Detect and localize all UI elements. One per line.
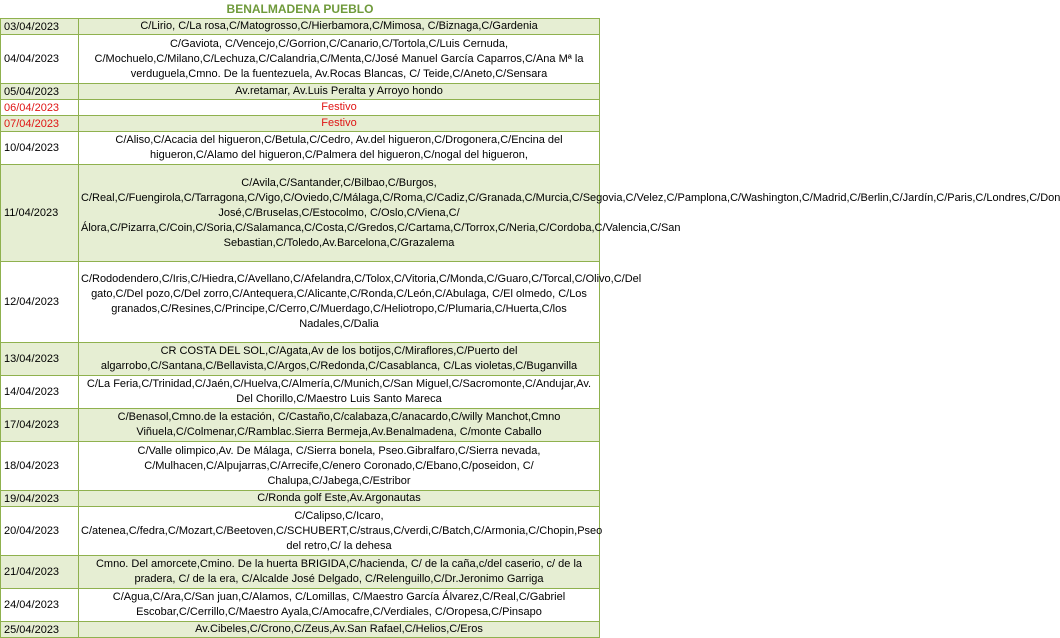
streets-cell: C/Lirio, C/La rosa,C/Matogrosso,C/Hierbamora,C/Mimosa, C/Biznaga,C/Gardenia [79, 19, 600, 35]
schedule-rows [1, 19, 1060, 638]
date-cell: 18/04/2023 [1, 442, 79, 491]
table-row [1, 556, 600, 589]
table-row [1, 84, 600, 100]
streets-cell: Festivo [79, 100, 600, 116]
streets-cell: CR COSTA DEL SOL,C/Agata,Av de los botijos,C/Miraflores,C/Puerto del algarrobo,C/Santana,C/Bellavista,C/Argos,C/Redonda,C/Casablanca, C/Las violetas,C/Buganvilla [79, 343, 600, 376]
schedule-table [0, 18, 1060, 638]
date-cell: 17/04/2023 [1, 409, 79, 442]
streets-cell: C/Calipso,C/Icaro, C/atenea,C/fedra,C/Mozart,C/Beetoven,C/SCHUBERT,C/straus,C/verdi,C/Batch,C/Armonia,C/Chopin,Pseo del retro,C/ la dehesa [79, 507, 600, 556]
table-row [1, 589, 600, 622]
date-cell: 14/04/2023 [1, 376, 79, 409]
date-cell: 10/04/2023 [1, 132, 79, 165]
date-cell: 24/04/2023 [1, 589, 79, 622]
table-row [1, 19, 600, 35]
page-title: BENALMADENA PUEBLO [0, 0, 600, 18]
streets-cell: C/Gaviota, C/Vencejo,C/Gorrion,C/Canario,C/Tortola,C/Luis Cernuda, C/Mochuelo,C/Milano,C/Lechuza,C/Calandria,C/Menta,C/José Manuel García Caparros,C/Ana Mª la verduguela,Cmno. De la fuentezuela, Av.Rocas Blancas, C/ Teide,C/Aneto,C/Sensara [79, 35, 600, 84]
date-cell: 21/04/2023 [1, 556, 79, 589]
table-row [1, 507, 600, 556]
date-cell: 19/04/2023 [1, 491, 79, 507]
streets-cell: C/Agua,C/Ara,C/San juan,C/Alamos, C/Lomillas, C/Maestro García Álvarez,C/Real,C/Gabriel Escobar,C/Cerrillo,C/Maestro Ayala,C/Amocafre,C/Verdiales, C/Oropesa,C/Pinsapo [79, 589, 600, 622]
date-cell: 06/04/2023 [1, 100, 79, 116]
table-row [1, 132, 600, 165]
table-row [1, 622, 600, 638]
streets-cell: Cmno. Del amorcete,Cmino. De la huerta BRIGIDA,C/hacienda, C/ de la caña,c/del caserio, c/ de la pradera, C/ de la era, C/Alcalde José Delgado, C/Relenguillo,C/Dr.Jeronimo Garriga [79, 556, 600, 589]
streets-cell: C/Valle olimpico,Av. De Málaga, C/Sierra bonela, Pseo.Gibralfaro,C/Sierra nevada, C/Mulhacen,C/Alpujarras,C/Arrecife,C/enero Coronado,C/Ebano,C/poseidon, C/ Chalupa,C/Jabega,C/Estribor [79, 442, 600, 491]
table-row [1, 100, 600, 116]
date-cell: 11/04/2023 [1, 165, 79, 262]
table-row [1, 491, 600, 507]
date-cell: 20/04/2023 [1, 507, 79, 556]
table-row [1, 262, 600, 343]
streets-cell: C/Benasol,Cmno.de la estación, C/Castaño,C/calabaza,C/anacardo,C/willy Manchot,Cmno Viñuela,C/Colmenar,C/Ramblac.Sierra Bermeja,Av.Benalmadena, C/monte Caballo [79, 409, 600, 442]
date-cell: 05/04/2023 [1, 84, 79, 100]
table-row [1, 376, 600, 409]
date-cell: 04/04/2023 [1, 35, 79, 84]
streets-cell: Festivo [79, 116, 600, 132]
table-row [1, 343, 600, 376]
streets-cell: C/Rododendero,C/Iris,C/Hiedra,C/Avellano,C/Afelandra,C/Tolox,C/Vitoria,C/Monda,C/Guaro,C/Torcal,C/Olivo,C/Del gato,C/Del pozo,C/Del zorro,C/Antequera,C/Alicante,C/Ronda,C/León,C/Abulaga, C/El olmedo, C/Los granados,C/Resines,C/Principe,C/Cerro,C/Muerdago,C/Heliotropo,C/Plumaria,C/Huerta,C/los Nadales,C/Dalia [79, 262, 600, 343]
date-cell: 13/04/2023 [1, 343, 79, 376]
table-row [1, 409, 600, 442]
table-row [1, 116, 600, 132]
streets-cell: C/Aliso,C/Acacia del higueron,C/Betula,C/Cedro, Av.del higueron,C/Drogonera,C/Encina del higueron,C/Alamo del higueron,C/Palmera del higueron,C/nogal del higueron, [79, 132, 600, 165]
streets-cell: C/Avila,C/Santander,C/Bilbao,C/Burgos, C/Real,C/Fuengirola,C/Tarragona,C/Vigo,C/Oviedo,C/Málaga,C/Roma,C/Cadiz,C/Granada,C/Murcia,C/Segovia,C/Velez,C/Pamplona,C/Washington,C/Madrid,C/Berlin,C/Jardín,C/Paris,C/Londres,C/Don José,C/Bruselas,C/Estocolmo, C/Oslo,C/Viena,C/Álora,C/Pizarra,C/Coin,C/Soria,C/Salamanca,C/Costa,C/Gredos,C/Cartama,C/Torrox,C/Neria,C/Cordoba,C/Valencia,C/San Sebastian,C/Toledo,Av.Barcelona,C/Grazalema [79, 165, 600, 262]
streets-cell: C/Ronda golf Este,Av.Argonautas [79, 491, 600, 507]
streets-cell: Av.Cibeles,C/Crono,C/Zeus,Av.San Rafael,C/Helios,C/Eros [79, 622, 600, 638]
date-cell: 12/04/2023 [1, 262, 79, 343]
date-cell: 25/04/2023 [1, 622, 79, 638]
table-row [1, 165, 600, 262]
streets-cell: C/La Feria,C/Trinidad,C/Jaén,C/Huelva,C/Almería,C/Munich,C/San Miguel,C/Sacromonte,C/Andujar,Av. Del Chorillo,C/Maestro Luis Santo Mareca [79, 376, 600, 409]
table-row [1, 35, 600, 84]
streets-cell: Av.retamar, Av.Luis Peralta y Arroyo hondo [79, 84, 600, 100]
table-row [1, 442, 600, 491]
date-cell: 07/04/2023 [1, 116, 79, 132]
date-cell: 03/04/2023 [1, 19, 79, 35]
